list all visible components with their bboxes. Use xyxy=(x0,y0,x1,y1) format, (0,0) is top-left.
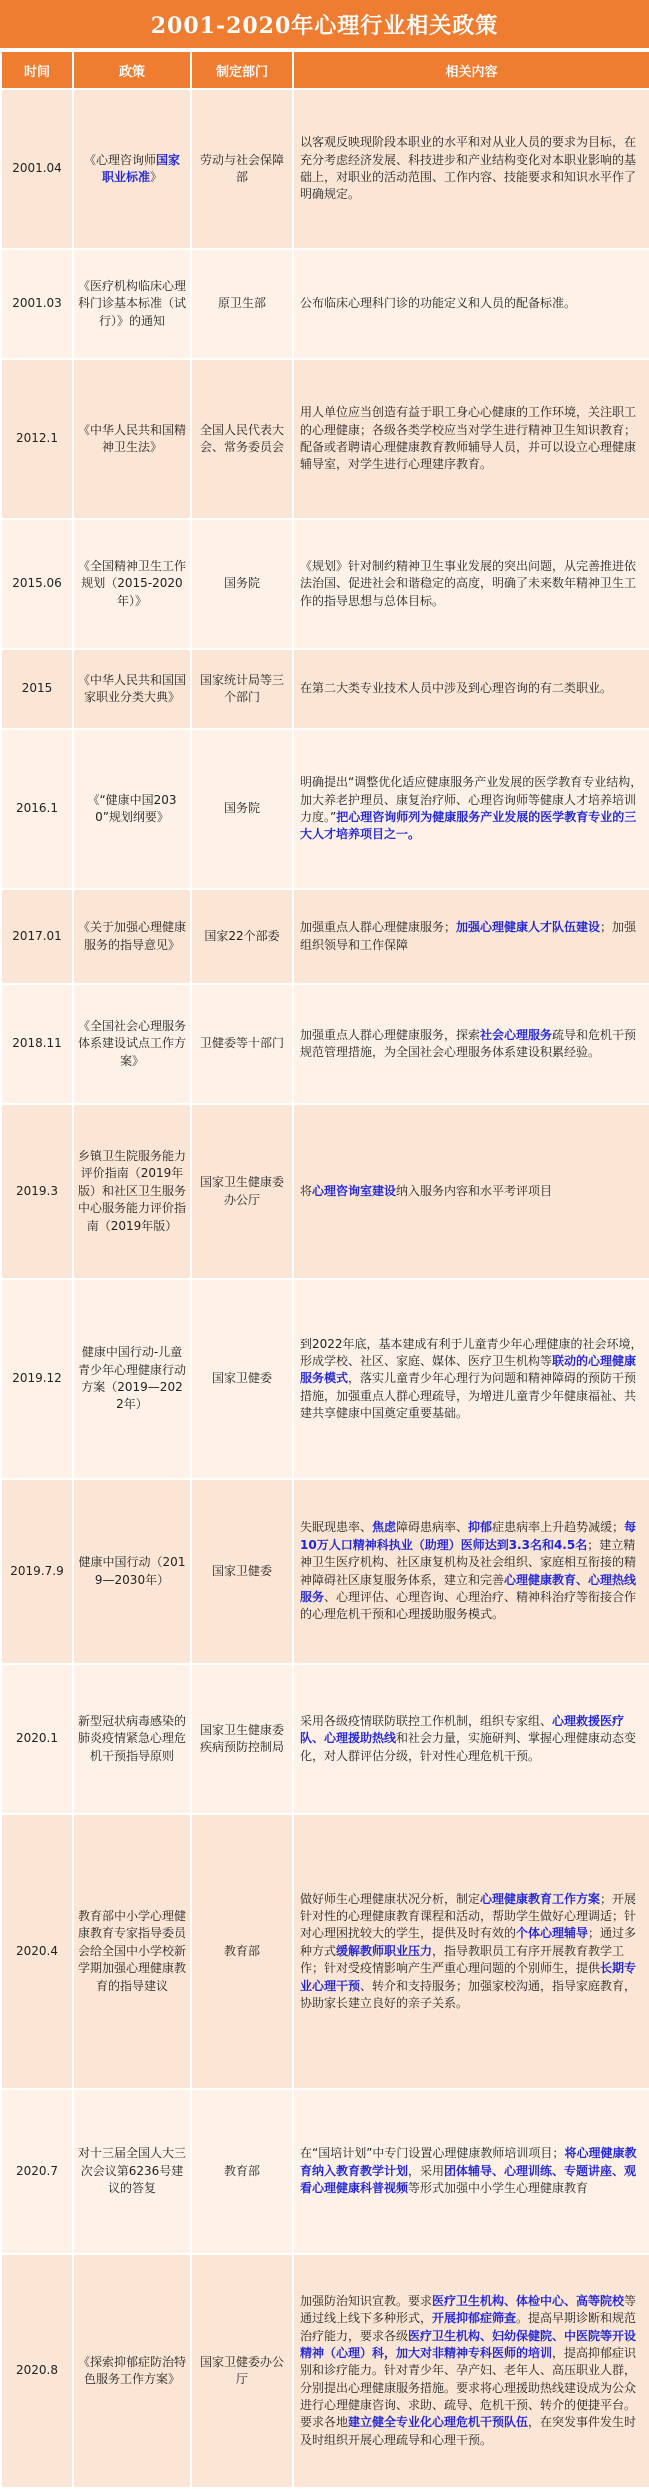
text-run: 、转介和支持服务；加强家校沟通，指导家庭教育，协助家长建立良好的亲子关系。 xyxy=(300,1978,637,2010)
cell-date: 2020.1 xyxy=(1,1664,73,1814)
highlight-text: 心理健康教育、心理热线服务 xyxy=(300,1572,637,1604)
cell-policy xyxy=(73,2254,191,2488)
text-run: 《中华人民共和国国家职业分类大典》 xyxy=(78,672,187,704)
text-run: 加强防治知识宣教。要求 xyxy=(300,2293,433,2308)
cell-department: 国家卫生健康委办公厅 xyxy=(191,1104,293,1279)
cell-date: 2020.7 xyxy=(1,2089,73,2254)
highlight-text: 焦虑 xyxy=(372,1520,397,1535)
text-run: 在“国培计划”中专门设置心理健康教师培训项目； xyxy=(300,2146,565,2161)
cell-policy xyxy=(73,2089,191,2254)
cell-policy xyxy=(73,519,191,649)
highlight-text: 社会心理服务 xyxy=(480,1027,553,1042)
table-row xyxy=(1,649,649,729)
cell-policy xyxy=(73,649,191,729)
text-run: 《中华人民共和国精神卫生法》 xyxy=(78,422,187,454)
cell-date: 2017.01 xyxy=(1,889,73,984)
cell-date: 2019.7.9 xyxy=(1,1479,73,1664)
table-row xyxy=(1,1664,649,1814)
text-run: 症患病率上升趋势减缓； xyxy=(492,1520,625,1535)
highlight-text: 建立健全专业化心理危机干预队伍 xyxy=(348,2415,529,2430)
text-run: 乡镇卫生院服务能力评价指南（2019年版）和社区卫生服务中心服务能力评价指南（2019年版） xyxy=(78,1149,187,1233)
table-row xyxy=(1,359,649,519)
text-run: 做好师生心理健康状况分析，制定 xyxy=(300,1891,481,1906)
cell-department: 国家卫健委办公厅 xyxy=(191,2254,293,2488)
cell-content xyxy=(293,1104,649,1279)
cell-department: 卫健委等十部门 xyxy=(191,984,293,1104)
cell-policy xyxy=(73,89,191,249)
text-run: ；加强组织领导和工作保障 xyxy=(300,920,637,952)
header-policy: 政策 xyxy=(73,51,191,89)
text-run: 障碍患病率、 xyxy=(396,1520,469,1535)
cell-department: 国家卫健委 xyxy=(191,1279,293,1479)
text-run: 以客观反映现阶段本职业的水平和对从业人员的要求为目标，在充分考虑经济发展、科技进步和产业结构变化对本职业影响的基础上，对职业的活动范围、工作内容、技能要求和知识水平作了明确规定。 xyxy=(300,135,637,202)
highlight-text: 缓解教师职业压力 xyxy=(336,1943,433,1958)
table-row xyxy=(1,1279,649,1479)
text-run: 健康中国行动（2019—2030年） xyxy=(78,1555,186,1587)
text-run: ，指导教职员工有序开展教育教学工作；针对受疫情影响产生严重心理问题的个别师生，提供 xyxy=(300,1943,625,1976)
highlight-text: 把心理咨询师列为健康服务产业发展的医学教育专业的三大人才培养项目之一。 xyxy=(300,810,637,842)
cell-date: 2020.8 xyxy=(1,2254,73,2488)
text-run: 疏导和危机干预规范管理措施，为全国社会心理服务体系建设积累经验。 xyxy=(300,1027,637,1059)
cell-content xyxy=(293,2089,649,2254)
text-run: 加强重点人群心理健康服务； xyxy=(300,920,457,935)
highlight-text: 开展抑郁症筛查 xyxy=(432,2311,517,2326)
highlight-text: 团体辅导、心理训练、专题讲座、观看心理健康科普视频 xyxy=(300,2163,637,2196)
table-row xyxy=(1,2089,649,2254)
cell-content xyxy=(293,359,649,519)
text-run: ，落实儿童青少年心理行为问题和精神障碍的预防干预措施，加强重点人群心理疏导，为增进儿童青少年健康福祉、共建共享健康中国奠定重要基础。 xyxy=(300,1371,637,1421)
table-header-row xyxy=(1,51,649,89)
highlight-text: 联动的心理健康服务模式 xyxy=(300,1353,637,1386)
text-run: 公布临床心理科门诊的功能定义和人员的配备标准。 xyxy=(300,296,577,311)
highlight-text: 医疗卫生机构、体检中心、高等院校 xyxy=(432,2293,625,2308)
text-run: 到2022年底，基本建成有利于儿童青少年心理健康的社会环境，形成学校、社区、家庭、媒体、医疗卫生机构等 xyxy=(300,1336,643,1368)
cell-department: 国务院 xyxy=(191,729,293,889)
highlight-text: 长期专业心理干预 xyxy=(300,1961,637,1993)
cell-content xyxy=(293,729,649,889)
text-run: 在第二大类专业技术人员中涉及到心理咨询的有二类职业。 xyxy=(300,681,613,696)
cell-content xyxy=(293,1814,649,2089)
cell-policy xyxy=(73,249,191,359)
text-run: 《心理咨询师 xyxy=(83,152,156,167)
highlight-text: 心理健康教育工作方案 xyxy=(480,1891,601,1906)
table-row xyxy=(1,1104,649,1279)
text-run: 《全国社会心理服务体系建设试点工作方案》 xyxy=(78,1018,187,1068)
cell-department: 全国人民代表大会、常务委员会 xyxy=(191,359,293,519)
cell-policy xyxy=(73,984,191,1104)
table-body xyxy=(1,89,649,2488)
text-run: 、心理评估、心理咨询、心理治疗、精神科治疗等衔接合作的心理危机干预和心理援助服务模式。 xyxy=(300,1589,637,1622)
cell-content xyxy=(293,249,649,359)
text-run: 健康中国行动-儿童青少年心理健康行动方案（2019—2022年） xyxy=(78,1345,187,1412)
highlight-text: 将心理健康教育纳入教育教学计划 xyxy=(300,2146,637,2178)
highlight-text: 国家职业标准 xyxy=(101,152,181,184)
cell-content xyxy=(293,89,649,249)
table-row xyxy=(1,1814,649,2089)
text-run: 《“健康中国2030”规划纲要》 xyxy=(87,792,177,824)
text-run: 失眠现患率、 xyxy=(300,1520,373,1535)
cell-policy xyxy=(73,1479,191,1664)
table-row xyxy=(1,249,649,359)
text-run: ；通过多种方式 xyxy=(300,1926,637,1958)
highlight-text: 心理咨询室建设 xyxy=(312,1183,397,1198)
text-run: ；建立精神卫生医疗机构、社区康复机构及社会组织、家庭相互衔接的精神障碍社区康复服务体系，建立和完善 xyxy=(300,1537,637,1587)
text-run: 《关于加强心理健康服务的指导意见》 xyxy=(78,920,187,952)
cell-date: 2020.4 xyxy=(1,1814,73,2089)
cell-department: 教育部 xyxy=(191,2089,293,2254)
cell-date: 2015 xyxy=(1,649,73,729)
cell-content xyxy=(293,1279,649,1479)
cell-policy xyxy=(73,1814,191,2089)
text-run: 对十三届全国人大三次会议第6236号建议的答复 xyxy=(78,2146,187,2196)
text-run: 和社会力量，实施研判、掌握心理健康动态变化，对人群评估分级，针对性心理危机干预。 xyxy=(300,1731,637,1763)
cell-date: 2016.1 xyxy=(1,729,73,889)
cell-policy xyxy=(73,359,191,519)
cell-department: 原卫生部 xyxy=(191,249,293,359)
highlight-text: 心理救援医疗队、心理援助热线 xyxy=(300,1713,625,1746)
text-run: ，在突发事件发生时及时组织开展心理疏导和心理干预。 xyxy=(300,2415,637,2447)
header-date: 时间 xyxy=(1,51,73,89)
text-run: 《探索抑郁症防治特色服务工作方案》 xyxy=(78,2354,187,2386)
cell-department: 劳动与社会保障部 xyxy=(191,89,293,249)
text-run: 将 xyxy=(300,1183,313,1198)
text-run: ，采用 xyxy=(408,2163,445,2178)
text-run: 用人单位应当创造有益于职工身心心健康的工作环境，关注职工的心理健康；各级各类学校应当对学生进行精神卫生知识教育；配备或者聘请心理健康教育教师辅导人员，并可以设立心理健康辅导室，对学生进行心理建序教育。 xyxy=(300,405,637,472)
table-row xyxy=(1,2254,649,2488)
highlight-text: 抑郁 xyxy=(468,1520,493,1535)
cell-date: 2018.11 xyxy=(1,984,73,1104)
cell-content xyxy=(293,1664,649,1814)
table-row xyxy=(1,984,649,1104)
cell-content xyxy=(293,889,649,984)
page-title: 2001-2020年心理行业相关政策 xyxy=(0,0,649,50)
cell-content xyxy=(293,2254,649,2488)
cell-department: 国家统计局等三个部门 xyxy=(191,649,293,729)
cell-department: 教育部 xyxy=(191,1814,293,2089)
cell-policy xyxy=(73,729,191,889)
cell-policy xyxy=(73,1279,191,1479)
text-run: 》 xyxy=(150,170,163,184)
highlight-text: 医疗卫生机构、妇幼保健院、中医院等开设精神（心理）科，加大对非精神专科医师的培训 xyxy=(300,2328,637,2360)
table-row xyxy=(1,1479,649,1664)
text-run: 明确提出“调整优化适应健康服务产业发展的医学教育专业结构，加大养老护理员、康复治疗师、心理咨询师等健康人才培养培训力度。” xyxy=(300,775,643,824)
table-row xyxy=(1,89,649,249)
text-run: 新型冠状病毒感染的肺炎疫情紧急心理危机干预指导原则 xyxy=(78,1713,187,1763)
cell-date: 2015.06 xyxy=(1,519,73,649)
text-run: 。提高早期诊断和规范治疗能力，要求各级 xyxy=(300,2311,637,2343)
cell-policy xyxy=(73,1104,191,1279)
cell-department: 国家卫健委 xyxy=(191,1479,293,1664)
highlight-text: 个体心理辅导 xyxy=(516,1926,589,1941)
cell-content xyxy=(293,519,649,649)
cell-content xyxy=(293,1479,649,1664)
header-content: 相关内容 xyxy=(293,51,649,89)
text-run: 加强重点人群心理健康服务，探索 xyxy=(300,1027,481,1042)
cell-content xyxy=(293,649,649,729)
text-run: 纳入服务内容和水平考评项目 xyxy=(396,1183,553,1198)
cell-policy xyxy=(73,1664,191,1814)
cell-department: 国家22个部委 xyxy=(191,889,293,984)
highlight-text: 加强心理健康人才队伍建设 xyxy=(456,920,601,935)
text-run: 等通过线上线下多种形式， xyxy=(300,2293,637,2326)
cell-department: 国务院 xyxy=(191,519,293,649)
table-row xyxy=(1,729,649,889)
text-run: ；开展针对性的心理健康教育课程和活动，帮助学生做好心理调适；针对心理困扰较大的学生，提供及时有效的 xyxy=(300,1891,637,1941)
cell-date: 2019.3 xyxy=(1,1104,73,1279)
text-run: 《全国精神卫生工作规划（2015-2020年）》 xyxy=(78,558,187,608)
cell-department: 国家卫生健康委疾病预防控制局 xyxy=(191,1664,293,1814)
text-run: 《医疗机构临床心理科门诊基本标准（试行）》的通知 xyxy=(78,278,187,328)
header-department: 制定部门 xyxy=(191,51,293,89)
cell-date: 2001.03 xyxy=(1,249,73,359)
policy-table xyxy=(0,50,649,2489)
cell-policy xyxy=(73,889,191,984)
text-run: ，提高抑郁症识别和诊疗能力。针对青少年、孕产妇、老年人、高压职业人群，分别提出心理健康服务措施。要求将心理援助热线建设成为公众进行心理健康咨询、求助、疏导、危机干预、转介的便捷平台。要求各地 xyxy=(300,2345,637,2430)
text-run: 教育部中小学心理健康教育专家指导委员会给全国中小学校新学期加强心理健康教育的指导建议 xyxy=(78,1909,187,1993)
table-row xyxy=(1,889,649,984)
text-run: 等形式加强中小学生心理健康教育 xyxy=(408,2181,589,2196)
cell-content xyxy=(293,984,649,1104)
text-run: 《规划》针对制约精神卫生事业发展的突出问题，从完善推进依法治国、促进社会和谐稳定的高度，明确了未来数年精神卫生工作的指导思想与总体目标。 xyxy=(300,558,637,608)
text-run: 采用各级疫情联防联控工作机制，组织专家组、 xyxy=(300,1713,553,1728)
cell-date: 2019.12 xyxy=(1,1279,73,1479)
cell-date: 2012.1 xyxy=(1,359,73,519)
highlight-text: 每10万人口精神科执业（助理）医师达到3.3名和4.5名 xyxy=(300,1520,637,1552)
cell-date: 2001.04 xyxy=(1,89,73,249)
table-row xyxy=(1,519,649,649)
